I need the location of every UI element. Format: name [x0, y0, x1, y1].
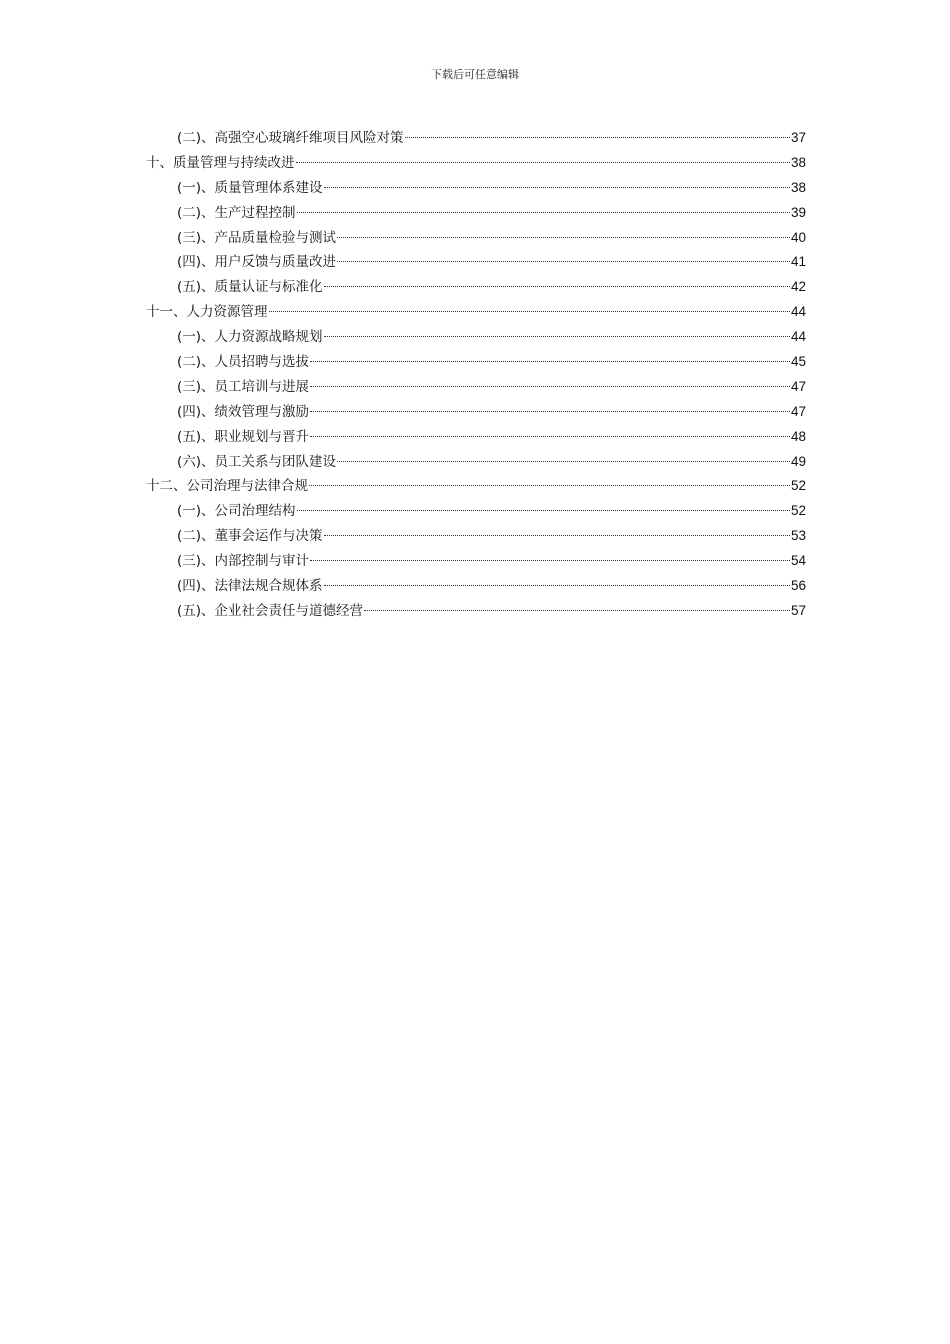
toc-entry[interactable]	[146, 250, 806, 275]
toc-entry[interactable]	[146, 425, 806, 450]
toc-entry-page: 53	[790, 528, 806, 544]
toc-entry-title: (三)、产品质量检验与测试	[177, 229, 337, 246]
toc-entry-title: (五)、职业规划与晋升	[177, 428, 310, 445]
toc-entry[interactable]	[146, 549, 806, 574]
toc-entry[interactable]	[146, 275, 806, 300]
toc-entry[interactable]	[146, 226, 806, 251]
toc-entry[interactable]	[146, 474, 806, 499]
toc-entry[interactable]	[146, 201, 806, 226]
toc-entry-title: (四)、法律法规合规体系	[177, 578, 323, 595]
toc-entry-title: (五)、企业社会责任与道德经营	[177, 602, 364, 619]
toc-leader	[310, 560, 790, 561]
toc-entry-title: (二)、生产过程控制	[177, 204, 296, 221]
toc-leader	[310, 361, 790, 362]
toc-entry-title: (五)、质量认证与标准化	[177, 279, 323, 296]
toc-entry[interactable]	[146, 499, 806, 524]
toc-entry-page: 38	[790, 179, 806, 195]
toc-leader	[324, 336, 790, 337]
toc-entry-title: 十、质量管理与持续改进	[146, 154, 295, 171]
toc-entry[interactable]	[146, 176, 806, 201]
toc-entry[interactable]	[146, 375, 806, 400]
toc-entry-title: (二)、高强空心玻璃纤维项目风险对策	[177, 130, 404, 146]
toc-entry-page: 54	[790, 553, 806, 569]
toc-entry-title: 十一、人力资源管理	[146, 304, 268, 321]
toc-entry[interactable]	[146, 325, 806, 350]
toc-entry-page: 44	[790, 304, 806, 320]
toc-entry-title: (一)、公司治理结构	[177, 503, 296, 520]
toc-entry-title: (一)、人力资源战略规划	[177, 329, 323, 346]
toc-entry-page: 42	[790, 279, 806, 295]
toc-entry-page: 47	[790, 403, 806, 419]
toc-entry-page: 45	[790, 354, 806, 370]
toc-entry-page: 38	[790, 154, 806, 170]
toc-entry-page: 40	[790, 229, 806, 245]
toc-leader	[296, 162, 790, 163]
header-note: 下载后可任意编辑	[431, 68, 519, 81]
toc-leader	[324, 286, 790, 287]
toc-entry-title: (三)、内部控制与审计	[177, 553, 310, 570]
toc-entry-page: 57	[790, 602, 806, 618]
toc-leader	[337, 461, 790, 462]
toc-entry[interactable]	[146, 450, 806, 475]
toc-entry-page: 44	[790, 329, 806, 345]
toc-leader	[310, 386, 790, 387]
toc-entry-title: (四)、用户反馈与质量改进	[177, 254, 337, 271]
toc-leader	[297, 510, 790, 511]
toc-entry-page: 49	[790, 453, 806, 469]
toc-entry-page: 47	[790, 378, 806, 394]
toc-entry[interactable]	[146, 574, 806, 599]
toc-entry[interactable]	[146, 300, 806, 325]
toc-leader	[364, 610, 790, 611]
toc-entry[interactable]	[146, 524, 806, 549]
toc-entry[interactable]	[146, 126, 806, 151]
toc-entry-title: (二)、人员招聘与选拔	[177, 354, 310, 371]
toc-entry-page: 52	[790, 503, 806, 519]
toc-entry-title: (六)、员工关系与团队建设	[177, 453, 337, 470]
toc-entry-page: 52	[790, 478, 806, 494]
toc-leader	[310, 436, 790, 437]
toc-leader	[269, 311, 790, 312]
toc-leader	[309, 485, 790, 486]
toc-leader	[324, 535, 790, 536]
toc-entry-page: 39	[790, 204, 806, 220]
toc-entry-title: 十二、公司治理与法律合规	[146, 478, 308, 495]
toc-entry-page: 41	[790, 254, 806, 270]
toc-leader	[324, 585, 790, 586]
toc-entry-title: (二)、董事会运作与决策	[177, 528, 323, 545]
toc-entry[interactable]	[146, 151, 806, 176]
toc-entry-page: 48	[790, 428, 806, 444]
toc-entry[interactable]	[146, 350, 806, 375]
toc-entry[interactable]	[146, 599, 806, 624]
toc-entry-page: 56	[790, 578, 806, 594]
toc-leader	[405, 137, 790, 138]
toc-entry-title: (一)、质量管理体系建设	[177, 179, 323, 196]
toc-leader	[324, 187, 790, 188]
toc-leader	[337, 261, 790, 262]
toc-leader	[337, 237, 790, 238]
toc-entry[interactable]	[146, 400, 806, 425]
toc-entry-page: 37	[790, 130, 806, 145]
table-of-contents	[146, 126, 806, 624]
toc-entry-title: (四)、绩效管理与激励	[177, 403, 310, 420]
toc-leader	[297, 212, 790, 213]
toc-leader	[310, 411, 790, 412]
toc-entry-title: (三)、员工培训与进展	[177, 378, 310, 395]
